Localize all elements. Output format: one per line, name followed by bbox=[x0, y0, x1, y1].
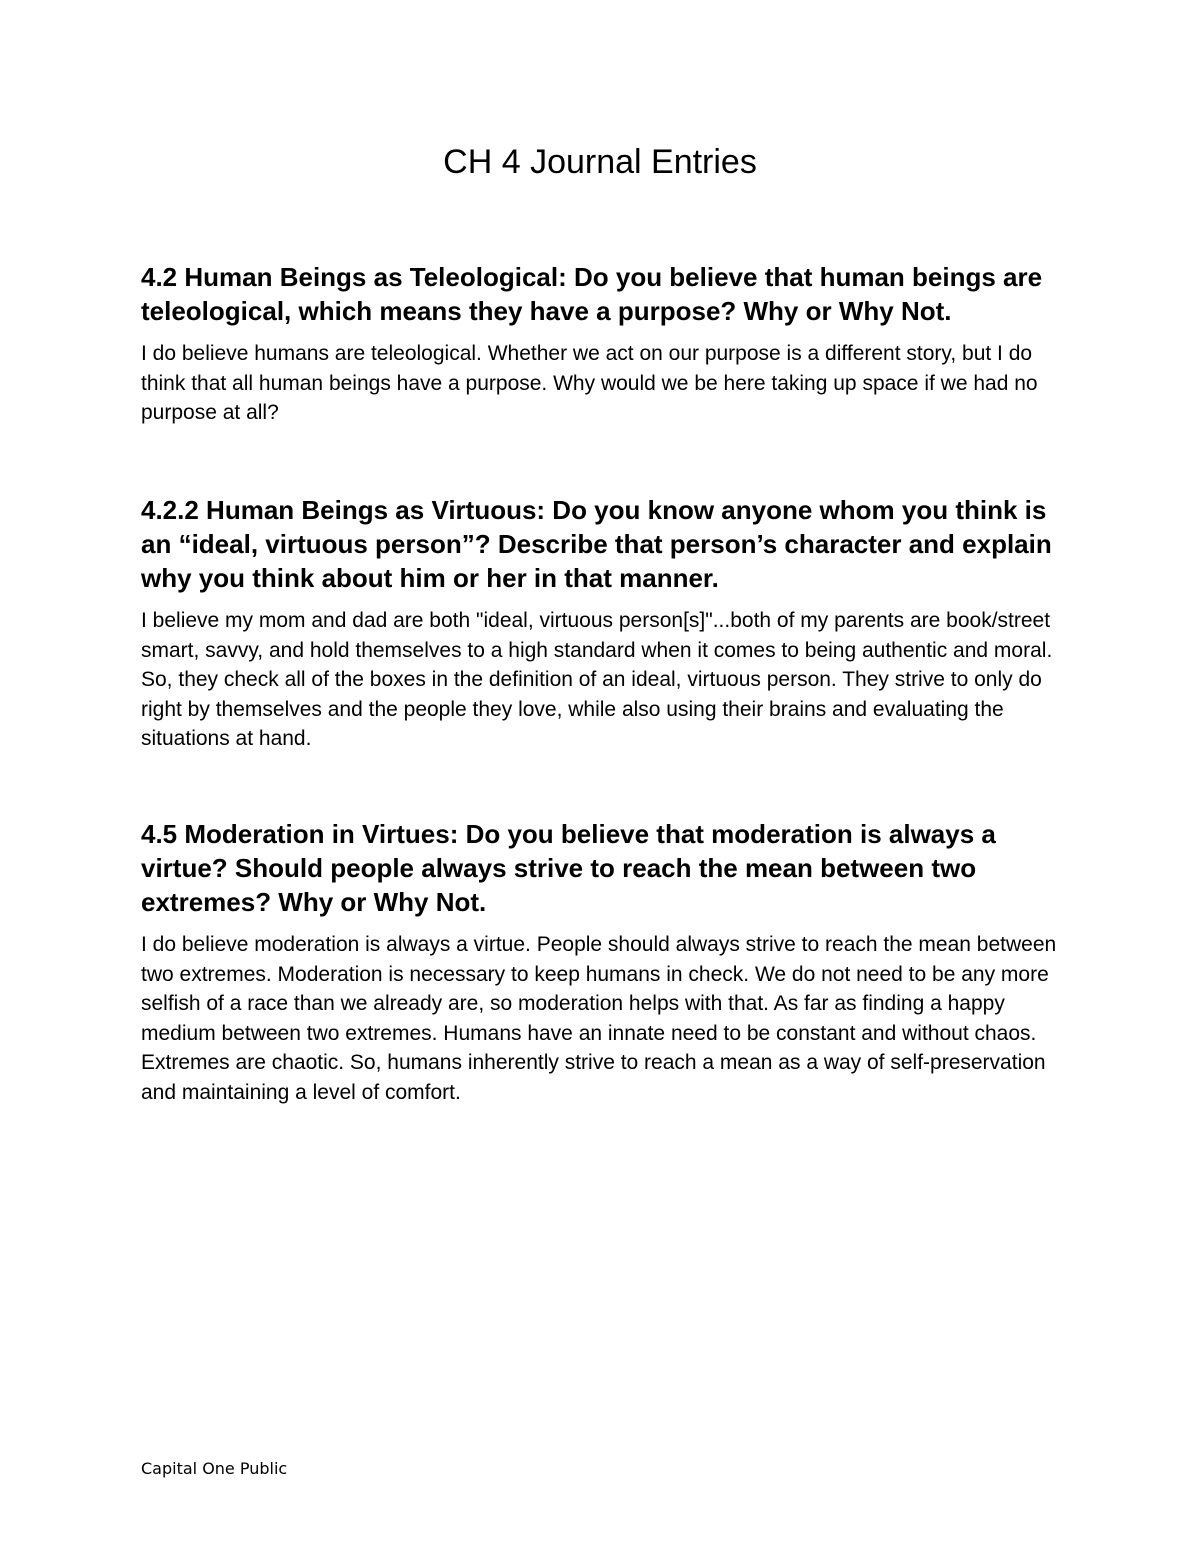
answer-text: I do believe moderation is always a virtue. People should always strive to reach the mean between two extremes. Moderation is necessary to keep humans in check. We do not need to be any more selfish of a race than we already are, so moderation helps with that. As far as finding a happy medium between two extremes. Humans have an innate need to be constant and without chaos. Extremes are chaotic. So, humans inherently strive to reach a mean as a way of self-preservation and maintaining a level of comfort. bbox=[141, 933, 1063, 1104]
question-heading: 4.5 Moderation in Virtues: Do you believe that moderation is always a virtue? Should people always strive to reach the mean between two extremes? Why or Why Not. bbox=[141, 819, 996, 917]
page-title: CH 4 Journal Entries bbox=[443, 143, 757, 181]
question-heading: 4.2 Human Beings as Teleological: Do you believe that human beings are teleological, which means they have a purpose? Why or Why Not. bbox=[141, 262, 1043, 326]
journal-entry-4-2-2 bbox=[141, 493, 1071, 754]
journal-entry-4-5 bbox=[141, 817, 1071, 1107]
journal-entry-4-2 bbox=[141, 260, 1071, 428]
question-heading: 4.2.2 Human Beings as Virtuous: Do you know anyone whom you think is an “ideal, virtuous person”? Describe that person’s character and explain why you think about him or her in that manner. bbox=[141, 495, 1052, 593]
footer-classification-label: Capital One Public bbox=[141, 1459, 288, 1478]
answer-text: I believe my mom and dad are both "ideal, virtuous person[s]"...both of my parents are book/street smart, savvy, and hold themselves to a high standard when it comes to being authentic and moral. So, they check all of the boxes in the definition of an ideal, virtuous person. They strive to only do right by themselves and the people they love, while also using their brains and evaluating the situations at hand. bbox=[141, 609, 1062, 750]
answer-text: I do believe humans are teleological. Whether we act on our purpose is a different story, but I do think that all human beings have a purpose. Why would we be here taking up space if we had no purpose at all? bbox=[141, 342, 1044, 424]
